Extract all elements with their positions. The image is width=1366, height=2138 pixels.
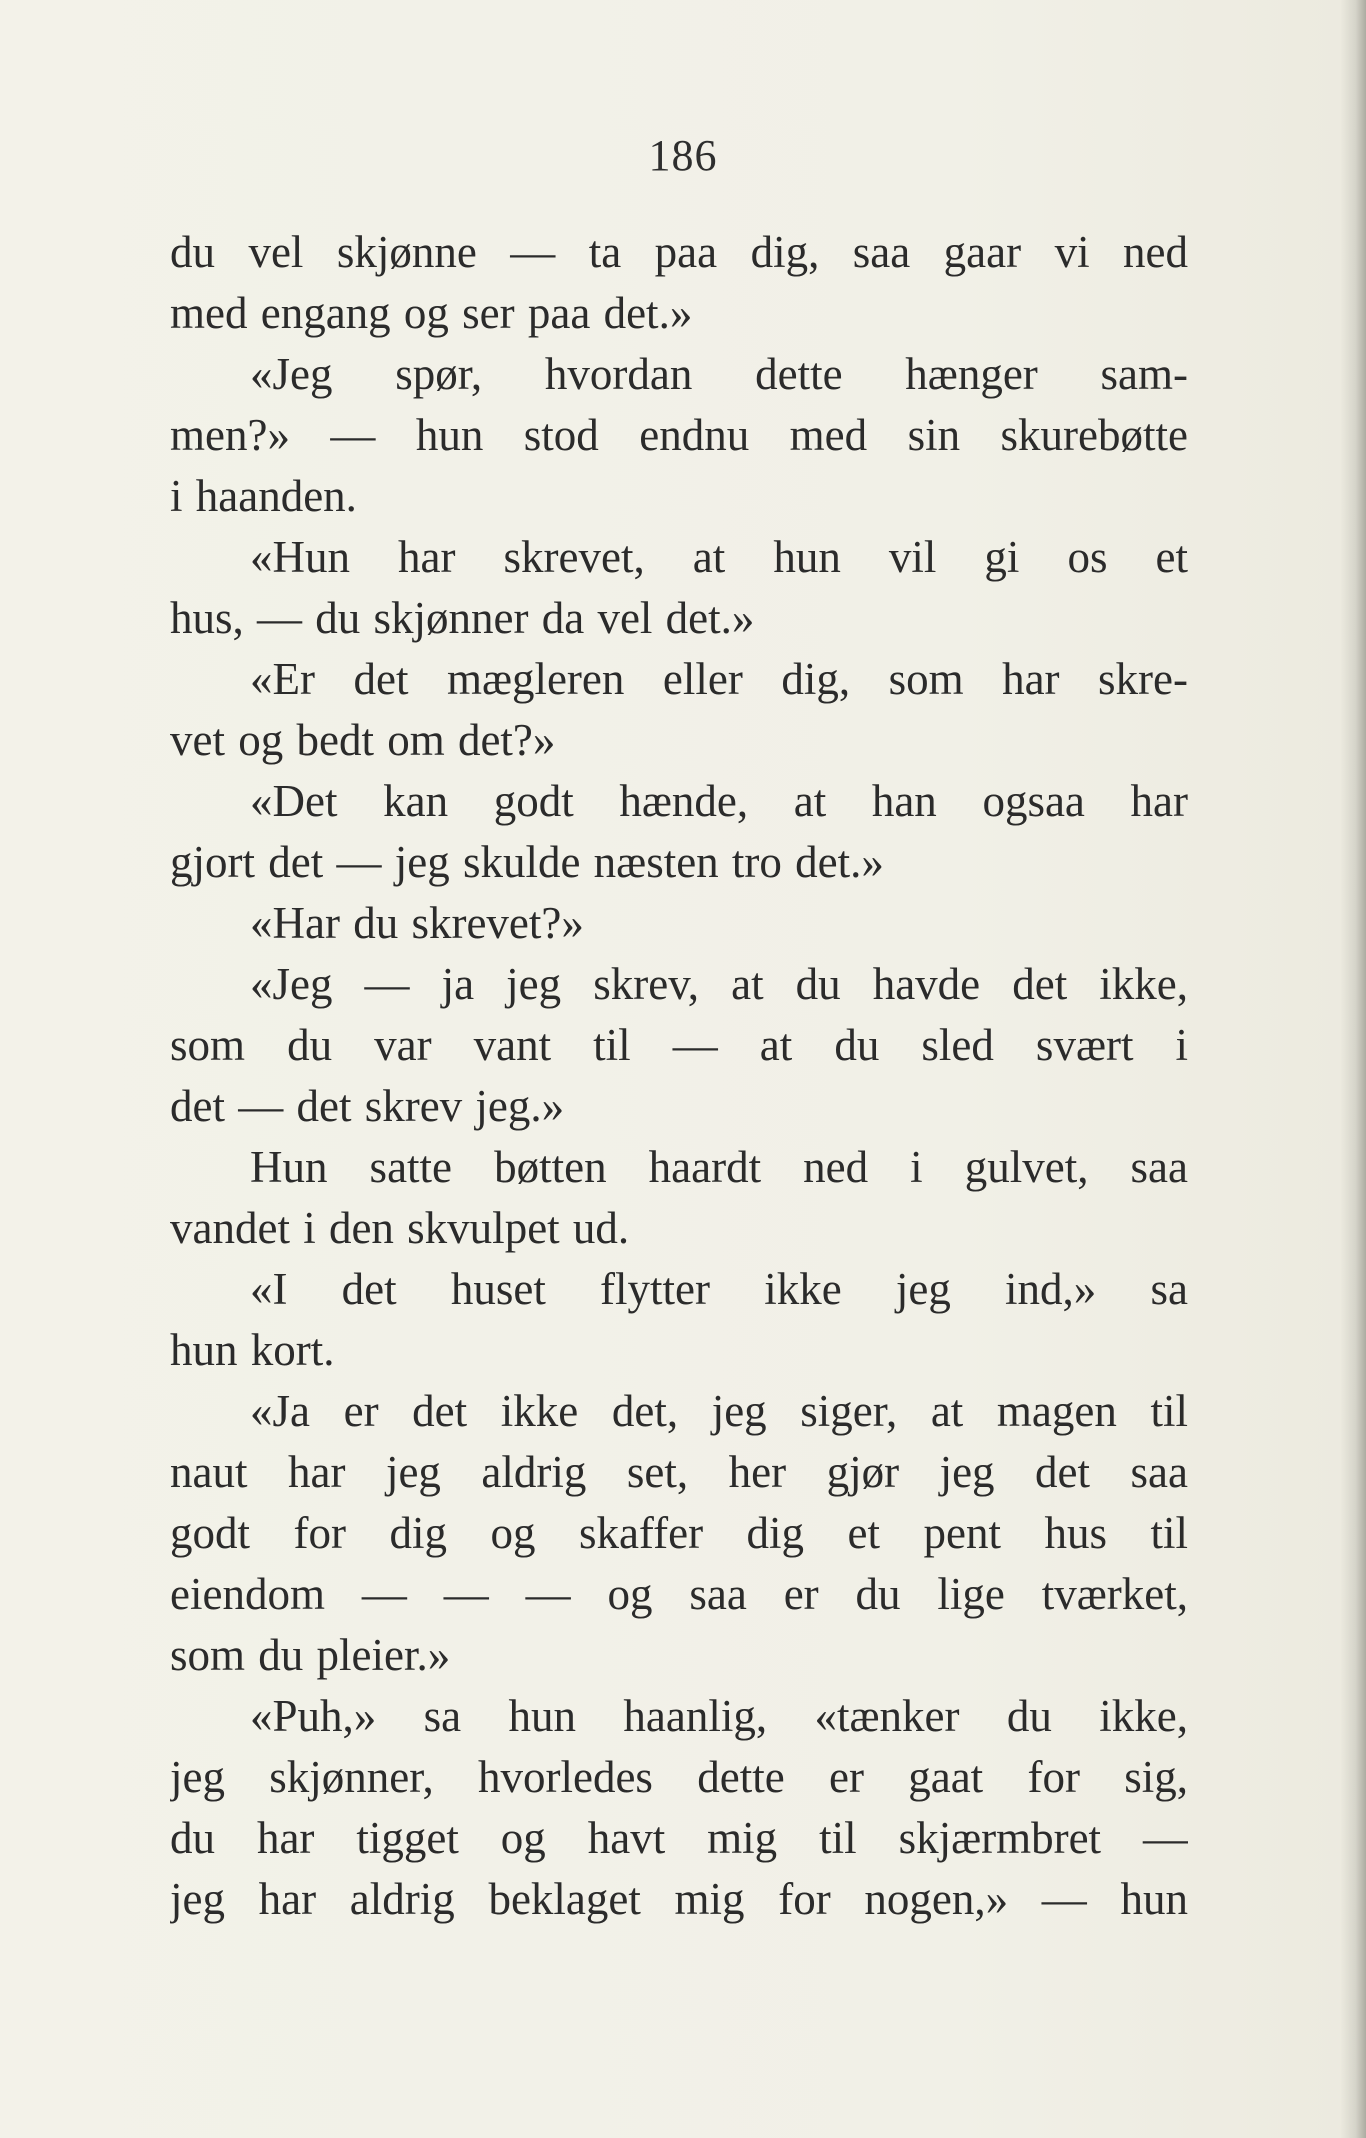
text-line: naut har jeg aldrig set, her gjør jeg det saa <box>170 1447 1188 1497</box>
text-line: du vel skjønne — ta paa dig, saa gaar vi ned <box>170 227 1188 277</box>
text-line: med engang og ser paa det.» <box>170 288 693 338</box>
text-line: «Har du skrevet?» <box>250 898 584 948</box>
text-line: jeg skjønner, hvorledes dette er gaat for sig, <box>170 1752 1188 1802</box>
text-line: «I det huset flytter ikke jeg ind,» sa <box>250 1264 1188 1314</box>
text-line: «Hun har skrevet, at hun vil gi os et <box>250 532 1188 582</box>
text-line: du har tigget og havt mig til skjærmbret — <box>170 1813 1188 1863</box>
text-line: som du var vant til — at du sled svært i <box>170 1020 1188 1070</box>
text-line: «Ja er det ikke det, jeg siger, at magen til <box>250 1386 1188 1436</box>
text-line: gjort det — jeg skulde næsten tro det.» <box>170 837 884 887</box>
page-number: 186 <box>648 131 718 180</box>
body-text <box>170 222 1188 1930</box>
text-line: men?» — hun stod endnu med sin skurebøtte <box>170 410 1188 460</box>
text-line: vet og bedt om det?» <box>170 715 556 765</box>
text-line: hun kort. <box>170 1325 335 1375</box>
text-line: vandet i den skvulpet ud. <box>170 1203 630 1253</box>
text-line: godt for dig og skaffer dig et pent hus til <box>170 1508 1188 1558</box>
page-edge-shadow <box>1340 0 1366 2138</box>
text-line: «Puh,» sa hun haanlig, «tænker du ikke, <box>250 1691 1188 1741</box>
text-line: det — det skrev jeg.» <box>170 1081 565 1131</box>
text-line: «Er det mægleren eller dig, som har skre- <box>250 654 1188 704</box>
text-line: eiendom — — — og saa er du lige tværket, <box>170 1569 1188 1619</box>
text-line: i haanden. <box>170 471 357 521</box>
text-line: jeg har aldrig beklaget mig for nogen,» — hun <box>170 1874 1188 1924</box>
text-line: Hun satte bøtten haardt ned i gulvet, saa <box>250 1142 1188 1192</box>
text-line: «Jeg — ja jeg skrev, at du havde det ikke, <box>250 959 1188 1009</box>
text-line: «Jeg spør, hvordan dette hænger sam- <box>250 349 1188 399</box>
text-line: «Det kan godt hænde, at han ogsaa har <box>250 776 1188 826</box>
text-line: som du pleier.» <box>170 1630 451 1680</box>
text-line: hus, — du skjønner da vel det.» <box>170 593 755 643</box>
